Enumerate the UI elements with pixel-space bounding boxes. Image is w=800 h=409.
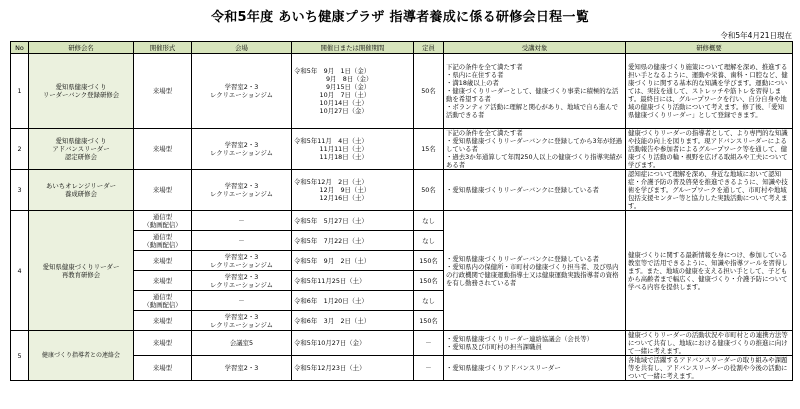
course-dates: 令和5年 9月 1日（金） 9月 8日（金） 9月15日（金） 10月 7日（土） 10月14日（土） 10月27日（金） (292, 54, 414, 129)
session-date: 令和6年 1月20日（土） (292, 291, 414, 311)
session-capacity: 150名 (414, 271, 444, 291)
row-no: 4 (11, 211, 29, 331)
header-venue: 会場 (192, 42, 292, 54)
row-no: 5 (11, 331, 29, 381)
row-no: 1 (11, 54, 29, 129)
session-capacity: － (414, 331, 444, 356)
table-row (11, 211, 793, 231)
session-venue: － (192, 291, 292, 311)
course-summary: 健康づくりに関する最新情報を身につけ、参加している教室等で活用できるように、知識や指導ツールを習得します。また、地域の健康を支える担い手として、子どもから高齢者まで幅広く、健康づくり・介護予防について学べる内容を提供します。 (626, 211, 793, 331)
table-row (11, 129, 793, 170)
session-format: 来場型 (134, 331, 192, 356)
table-row (11, 170, 793, 211)
course-name: 愛知県健康づくりリーダー 再教育研修会 (29, 211, 134, 331)
session-target: ・愛知県健康づくりアドバンスリーダー (444, 356, 626, 381)
header-capacity: 定員 (414, 42, 444, 54)
session-date: 令和5年10月27日（金） (292, 331, 414, 356)
header-no: No (11, 42, 29, 54)
header-summary: 研修概要 (626, 42, 793, 54)
course-target: 下記の条件を全て満たす者 ・愛知県健康づくりリーダーバンクに登録してから3年が経過している者 ・過去3か年通算して年間250人以上の健康づくり指導実績がある者 (444, 129, 626, 170)
session-format: 来場型 (134, 251, 192, 271)
session-capacity: なし (414, 291, 444, 311)
header-dates: 開催日または開催期間 (292, 42, 414, 54)
session-format: 来場型 (134, 311, 192, 331)
session-venue: 会議室5 (192, 331, 292, 356)
session-capacity: － (414, 356, 444, 381)
course-venue: 学習室2・3 レクリエーションジム (192, 129, 292, 170)
session-summary: 健康づくりリーダーの活動状況や市町村との連携方法等について共有し、地域における健康づくりの推進に向けて一緒に考えます。 (626, 331, 793, 356)
session-format: 通信型 （動画配信） (134, 211, 192, 231)
table-row (11, 331, 793, 356)
session-date: 令和5年12月23日（土） (292, 356, 414, 381)
course-format: 来場型 (134, 129, 192, 170)
session-venue: 学習室2・3 レクリエーションジム (192, 251, 292, 271)
session-venue: 学習室2・3 レクリエーションジム (192, 311, 292, 331)
row-no: 2 (11, 129, 29, 170)
session-venue: － (192, 231, 292, 251)
course-summary: 愛知県の健康づくり施策について理解を深め、推進する担い手となるように、運動や栄養、歯科・口腔など、健康づくりに関する基本的な知識を学びます。運動については、実技を通して、ストレッチや筋トレを習得します。最終日には、グループワークを行い、自分自身や地域の健康づくり活動について考えます。修了後、「愛知県健康づくりリーダー」として登録できます。 (626, 54, 793, 129)
session-capacity: 150名 (414, 311, 444, 331)
course-venue: 学習室2・3 レクリエーションジム (192, 54, 292, 129)
header-format: 開催形式 (134, 42, 192, 54)
course-format: 来場型 (134, 54, 192, 129)
session-date: 令和5年 5月27日（土） (292, 211, 414, 231)
course-target: ・愛知県健康づくりリーダーバンクに登録している者 ・愛知県内の保健所・市町村の健康づくり担当者、及び県内の行政機関で健康運動指導士又は健康運動実践指導者の資格を有し勤務されている者 (444, 211, 626, 331)
course-name: 健康づくり指導者との連絡会 (29, 331, 134, 381)
session-date: 令和5年 7月22日（土） (292, 231, 414, 251)
session-format: 来場型 (134, 271, 192, 291)
course-target: 下記の条件を全て満たす者 ・県内に在住する者 ・満18歳以上の者 ・健康づくりリーダーとして、健康づくり事業に積極的な活動を希望する者 ・ボランティア活動に理解と関心があり、地域で自ら進んで活動できる者 (444, 54, 626, 129)
session-date: 令和6年 3月 2日（土） (292, 311, 414, 331)
as-of-date: 令和5年4月21日現在 (720, 31, 792, 40)
course-dates: 令和5年11月 4日（土） 11月11日（土） 11月18日（土） (292, 129, 414, 170)
course-dates: 令和5年12月 2日（土） 12月 9日（土） 12月16日（土） (292, 170, 414, 211)
course-format: 来場型 (134, 170, 192, 211)
header-row (11, 42, 793, 54)
schedule-table (10, 41, 793, 381)
session-capacity: 150名 (414, 251, 444, 271)
course-name: あいちオレンジリーダー 養成研修会 (29, 170, 134, 211)
course-summary: 認知症について理解を深め、身近な地域において認知症・介護予防の普及啓発を推進できるように、知識や技術を学びます。グループワークを通して、市町村や地域包括支援センター等と協力した実践活動について考えます。 (626, 170, 793, 211)
session-format: 通信型 （動画配信） (134, 231, 192, 251)
course-venue: 学習室2・3 レクリエーションジム (192, 170, 292, 211)
course-capacity: 15名 (414, 129, 444, 170)
session-venue: 学習室2・3 (192, 356, 292, 381)
course-name: 愛知県健康づくり アドバンスリーダー 認定研修会 (29, 129, 134, 170)
row-no: 3 (11, 170, 29, 211)
session-summary: 各地域で活躍するアドバンスリーダーの取り組みや課題等を共有し、アドバンスリーダーの役割や今後の活動について一緒に考えます。 (626, 356, 793, 381)
session-date: 令和5年 9月 2日（土） (292, 251, 414, 271)
session-format: 来場型 (134, 356, 192, 381)
session-venue: 学習室2・3 レクリエーションジム (192, 271, 292, 291)
course-capacity: 50名 (414, 54, 444, 129)
header-target: 受講対象 (444, 42, 626, 54)
course-name: 愛知県健康づくり リーダーバンク登録研修会 (29, 54, 134, 129)
session-venue: － (192, 211, 292, 231)
session-date: 令和5年11月25日（土） (292, 271, 414, 291)
session-capacity: なし (414, 231, 444, 251)
session-target: ・愛知県健康づくりリーダー連絡協議会（会長等） ・愛知県及び市町村の担当課職員 (444, 331, 626, 356)
session-format: 通信型 （動画配信） (134, 291, 192, 311)
course-capacity: 50名 (414, 170, 444, 211)
table-row (11, 54, 793, 129)
course-summary: 健康づくりリーダーの指導者として、より専門的な知識や技能の向上を図ります。現アドバンスリーダーによる活動報告や参加者によるグループワーク等を通して、健康づくり活動の輪・視野を広げる取組みや工夫について学びます。 (626, 129, 793, 170)
page-title: 令和5年度 あいち健康プラザ 指導者養成に係る研修会日程一覧 (210, 10, 590, 25)
course-target: ・愛知県健康づくりリーダーバンクに登録している者 (444, 170, 626, 211)
session-capacity: なし (414, 211, 444, 231)
header-name: 研修会名 (29, 42, 134, 54)
